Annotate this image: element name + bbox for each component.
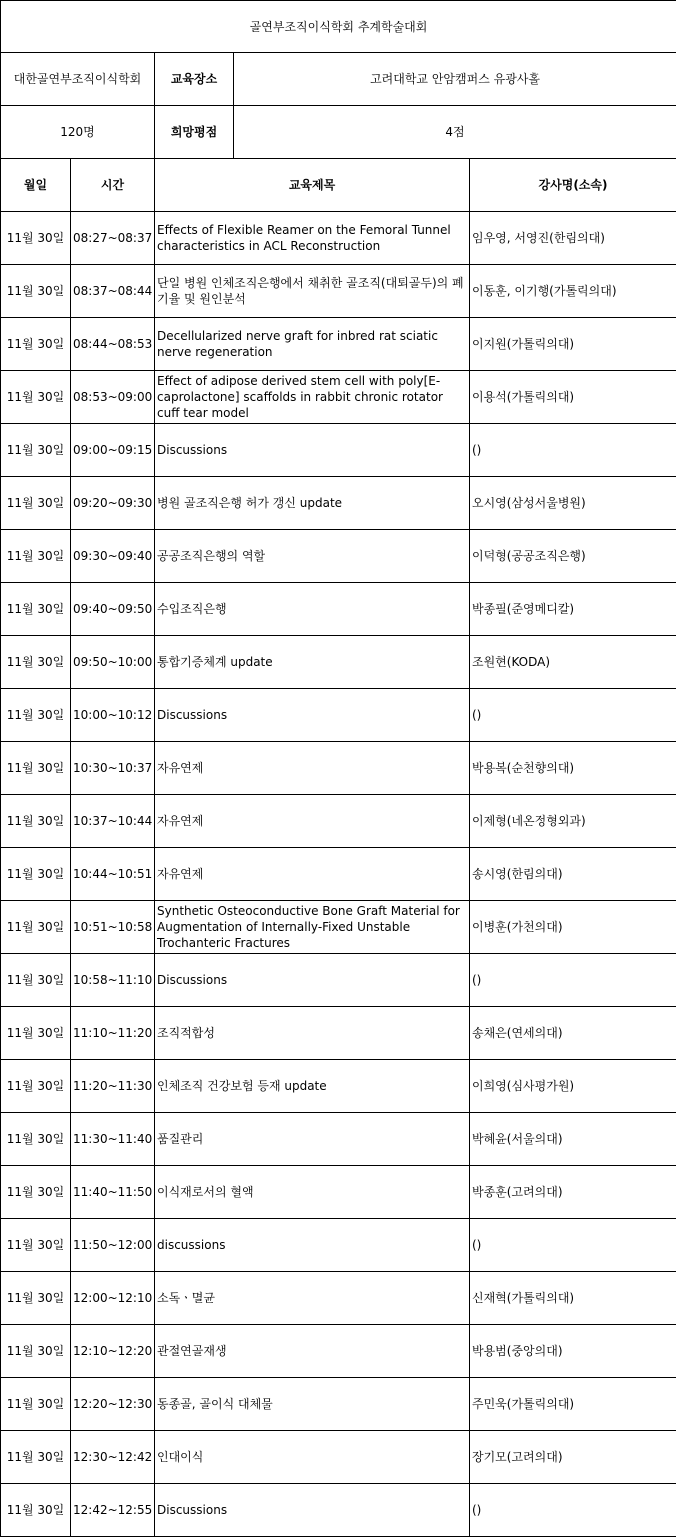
row-speaker: 이지원(가톨릭의대) [470, 318, 676, 371]
row-date: 11월 30일 [1, 318, 71, 371]
row-time: 10:58~11:10 [71, 954, 155, 1007]
row-date: 11월 30일 [1, 1113, 71, 1166]
column-header-topic: 교육제목 [155, 159, 470, 212]
row-speaker: 주민욱(가톨릭의대) [470, 1378, 676, 1431]
row-time: 11:40~11:50 [71, 1166, 155, 1219]
row-time: 09:00~09:15 [71, 424, 155, 477]
row-date: 11월 30일 [1, 371, 71, 424]
row-date: 11월 30일 [1, 636, 71, 689]
row-speaker: () [470, 424, 676, 477]
row-time: 10:30~10:37 [71, 742, 155, 795]
row-date: 11월 30일 [1, 530, 71, 583]
row-topic: Effects of Flexible Reamer on the Femoral Tunnel characteristics in ACL Reconstruction [155, 212, 470, 265]
row-time: 12:10~12:20 [71, 1325, 155, 1378]
row-topic: 공공조직은행의 역할 [155, 530, 470, 583]
conference-title: 골연부조직이식학회 추계학술대회 [1, 1, 676, 53]
table-row [1, 212, 676, 265]
column-header-time: 시간 [71, 159, 155, 212]
row-speaker: () [470, 1484, 676, 1537]
table-row [1, 848, 676, 901]
row-speaker: 박용복(순천향의대) [470, 742, 676, 795]
row-speaker: 임우영, 서영진(한림의대) [470, 212, 676, 265]
row-speaker: () [470, 1219, 676, 1272]
row-time: 09:40~09:50 [71, 583, 155, 636]
row-date: 11월 30일 [1, 265, 71, 318]
row-date: 11월 30일 [1, 901, 71, 954]
table-row [1, 1378, 676, 1431]
table-row [1, 1484, 676, 1537]
row-time: 08:53~09:00 [71, 371, 155, 424]
table-row [1, 1325, 676, 1378]
row-time: 11:10~11:20 [71, 1007, 155, 1060]
row-topic: Discussions [155, 424, 470, 477]
row-topic: 수입조직은행 [155, 583, 470, 636]
table-row [1, 901, 676, 954]
row-topic: 자유연제 [155, 848, 470, 901]
row-speaker: 박용범(중앙의대) [470, 1325, 676, 1378]
row-time: 12:20~12:30 [71, 1378, 155, 1431]
row-topic: 자유연제 [155, 795, 470, 848]
row-date: 11월 30일 [1, 583, 71, 636]
table-row [1, 1166, 676, 1219]
row-topic: 품질관리 [155, 1113, 470, 1166]
row-date: 11월 30일 [1, 1219, 71, 1272]
place-value: 고려대학교 안암캠퍼스 유광사홀 [234, 53, 676, 106]
capacity: 120명 [1, 106, 155, 159]
table-row [1, 1431, 676, 1484]
row-time: 12:30~12:42 [71, 1431, 155, 1484]
row-time: 11:30~11:40 [71, 1113, 155, 1166]
row-topic: 조직적합성 [155, 1007, 470, 1060]
row-date: 11월 30일 [1, 1060, 71, 1113]
column-header-date: 월일 [1, 159, 71, 212]
row-speaker: 신재혁(가톨릭의대) [470, 1272, 676, 1325]
row-date: 11월 30일 [1, 1272, 71, 1325]
row-date: 11월 30일 [1, 954, 71, 1007]
row-time: 10:37~10:44 [71, 795, 155, 848]
row-topic: Discussions [155, 1484, 470, 1537]
row-speaker: 박종훈(고려의대) [470, 1166, 676, 1219]
row-topic: 이식재로서의 혈액 [155, 1166, 470, 1219]
row-date: 11월 30일 [1, 477, 71, 530]
row-speaker: 이용석(가톨릭의대) [470, 371, 676, 424]
column-header-row [1, 159, 676, 212]
table-row [1, 1219, 676, 1272]
row-time: 09:30~09:40 [71, 530, 155, 583]
table-row [1, 1272, 676, 1325]
row-time: 11:50~12:00 [71, 1219, 155, 1272]
row-topic: Discussions [155, 689, 470, 742]
row-date: 11월 30일 [1, 424, 71, 477]
table-row [1, 689, 676, 742]
row-date: 11월 30일 [1, 1325, 71, 1378]
row-topic: 소독ㆍ멸균 [155, 1272, 470, 1325]
row-speaker: 이제형(네온정형외과) [470, 795, 676, 848]
row-topic: 병원 골조직은행 허가 갱신 update [155, 477, 470, 530]
row-date: 11월 30일 [1, 1431, 71, 1484]
row-time: 11:20~11:30 [71, 1060, 155, 1113]
table-row [1, 477, 676, 530]
score-value: 4점 [234, 106, 676, 159]
row-date: 11월 30일 [1, 742, 71, 795]
table-row [1, 424, 676, 477]
row-date: 11월 30일 [1, 1007, 71, 1060]
table-row [1, 1060, 676, 1113]
table-row [1, 795, 676, 848]
row-date: 11월 30일 [1, 1166, 71, 1219]
table-row [1, 636, 676, 689]
row-speaker: 이동훈, 이기행(가톨릭의대) [470, 265, 676, 318]
row-speaker: 송시영(한림의대) [470, 848, 676, 901]
score-label: 희망평점 [155, 106, 234, 159]
row-topic: 관절연골재생 [155, 1325, 470, 1378]
row-speaker: () [470, 689, 676, 742]
row-date: 11월 30일 [1, 1484, 71, 1537]
row-topic: discussions [155, 1219, 470, 1272]
row-speaker: 송채은(연세의대) [470, 1007, 676, 1060]
row-speaker: 장기모(고려의대) [470, 1431, 676, 1484]
row-speaker: 조원현(KODA) [470, 636, 676, 689]
organizer: 대한골연부조직이식학회 [1, 53, 155, 106]
row-topic: 동종골, 골이식 대체물 [155, 1378, 470, 1431]
table-row [1, 583, 676, 636]
row-topic: 통합기증체계 update [155, 636, 470, 689]
row-time: 09:20~09:30 [71, 477, 155, 530]
table-row [1, 265, 676, 318]
row-speaker: () [470, 954, 676, 1007]
table-row [1, 1113, 676, 1166]
row-time: 09:50~10:00 [71, 636, 155, 689]
table-row [1, 742, 676, 795]
row-date: 11월 30일 [1, 848, 71, 901]
row-time: 08:37~08:44 [71, 265, 155, 318]
row-speaker: 오시영(삼성서울병원) [470, 477, 676, 530]
table-row [1, 1007, 676, 1060]
row-topic: 단일 병원 인체조직은행에서 채취한 골조직(대퇴골두)의 폐기율 및 원인분석 [155, 265, 470, 318]
row-date: 11월 30일 [1, 1378, 71, 1431]
row-topic: 인체조직 건강보험 등재 update [155, 1060, 470, 1113]
table-row [1, 954, 676, 1007]
row-date: 11월 30일 [1, 689, 71, 742]
row-time: 08:27~08:37 [71, 212, 155, 265]
table-row [1, 371, 676, 424]
row-date: 11월 30일 [1, 212, 71, 265]
row-topic: 자유연제 [155, 742, 470, 795]
row-time: 12:00~12:10 [71, 1272, 155, 1325]
row-time: 12:42~12:55 [71, 1484, 155, 1537]
row-date: 11월 30일 [1, 795, 71, 848]
row-topic: Discussions [155, 954, 470, 1007]
row-time: 10:00~10:12 [71, 689, 155, 742]
place-label: 교육장소 [155, 53, 234, 106]
column-header-speaker: 강사명(소속) [470, 159, 676, 212]
row-speaker: 박혜윤(서울의대) [470, 1113, 676, 1166]
row-topic: Decellularized nerve graft for inbred rat sciatic nerve regeneration [155, 318, 470, 371]
row-topic: 인대이식 [155, 1431, 470, 1484]
row-time: 08:44~08:53 [71, 318, 155, 371]
row-speaker: 이병훈(가천의대) [470, 901, 676, 954]
row-speaker: 이희영(심사평가원) [470, 1060, 676, 1113]
row-topic: Synthetic Osteoconductive Bone Graft Material for Augmentation of Internally-Fixed Unstable Trochanteric Fractures [155, 901, 470, 954]
row-time: 10:44~10:51 [71, 848, 155, 901]
row-speaker: 박종필(준영메디칼) [470, 583, 676, 636]
row-time: 10:51~10:58 [71, 901, 155, 954]
table-row [1, 318, 676, 371]
row-topic: Effect of adipose derived stem cell with poly[E-caprolactone] scaffolds in rabbit chronic rotator cuff tear model [155, 371, 470, 424]
row-speaker: 이덕형(공공조직은행) [470, 530, 676, 583]
table-row [1, 530, 676, 583]
